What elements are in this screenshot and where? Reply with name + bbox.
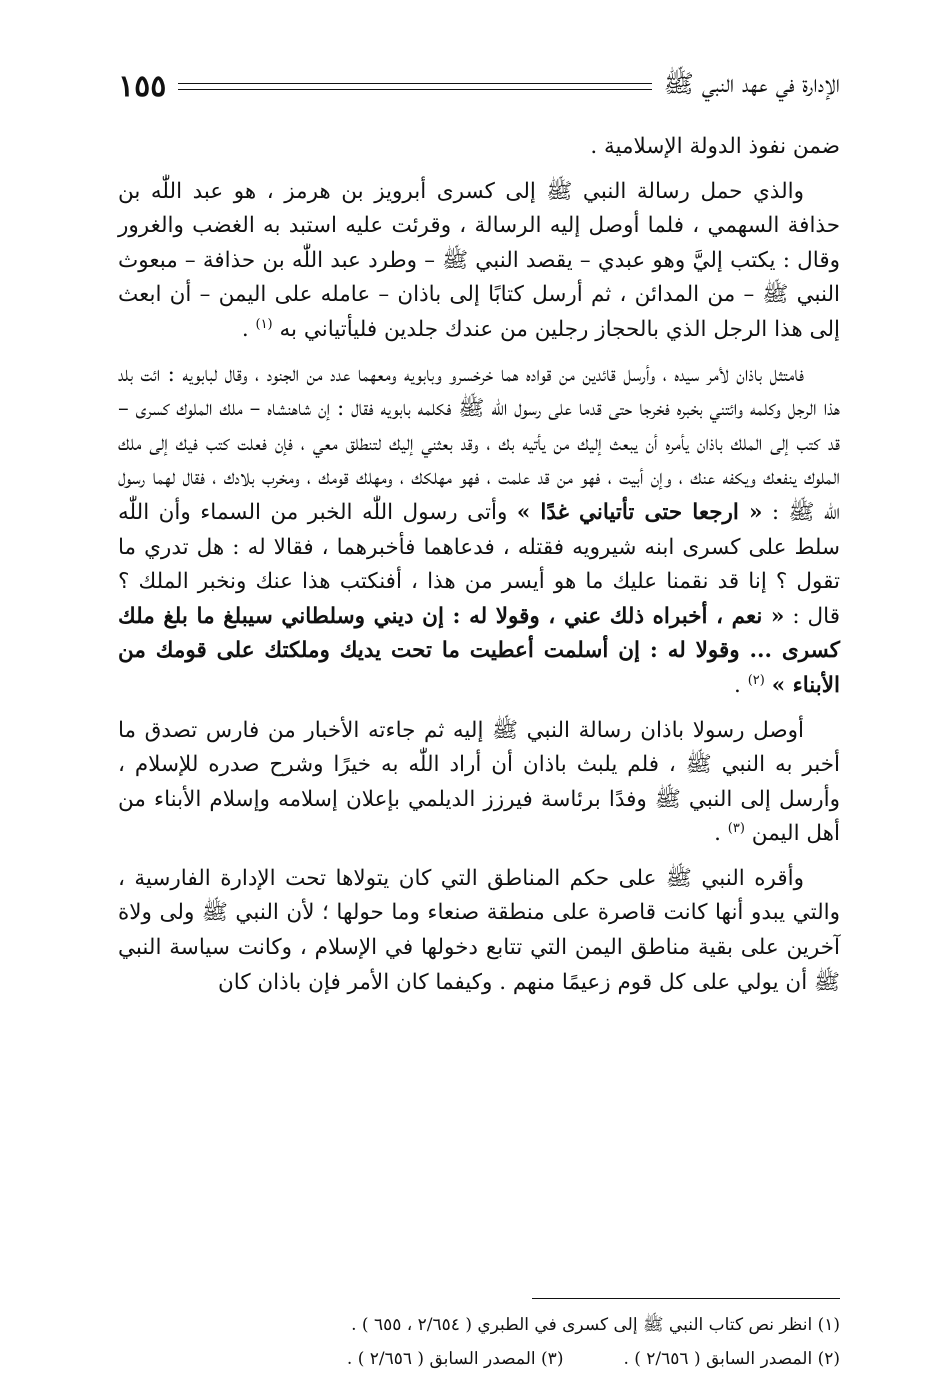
running-header bbox=[118, 62, 840, 110]
paragraph-5 bbox=[118, 862, 840, 1000]
paragraph-end: . bbox=[734, 672, 748, 698]
paragraph-4 bbox=[118, 714, 840, 852]
paragraph-3 bbox=[118, 358, 840, 704]
footnote-row bbox=[118, 1342, 840, 1376]
paragraph-text: والذي حمل رسالة النبي ﷺ إلى كسرى أبرويز بن هرمز ، هو عبد اللّٰه بن حذافة السهمي ، فلما أوصل إليه الرسالة ، وقرئت عليه استبد به الغضب والغرور وقال : يكتب إليَّ وهو عبدي – يقصد النبي ﷺ – وطرد عبد اللّٰه بن حذافة – مبعوث النبي ﷺ – من المدائن ، ثم أرسل كتابًا إلى باذان – عامله على اليمن – أن ابعث إلى هذا الرجل الذي بالحجاز رجلين من عندك جلدين فليأتياني به bbox=[118, 178, 840, 342]
paragraph-text: فامتثل باذان لأمر سيده ، وأرسل قائدين من قواده هما خرخسرو وبابويه ومعهما عدد من الجنود ، وقال لبابويه : ائت بلد هذا الرجل وكلمه وائتني بخبره فخرجا حتى قدما على رسول اللّٰه ﷺ فكلمه بابويه فقال : إن شاهنشاه – ملك الملوك كسرى – قد كتب إلى الملك باذان يأمره أن يبعث إليك من يأتيه بك ، وقد بعثني إليك لتنطلق معي ، فإن فعلت كتب فيك إلى ملك الملوك ينفعك ويكفه عنك ، وإن أبيت ، فهو من قد علمت ، فهو مهلكك ، ومهلك قومك ، ومخرب بلادك ، فقال لهما رسول اللّٰه ﷺ : bbox=[118, 361, 840, 525]
footnote-separator bbox=[532, 1298, 840, 1299]
paragraph-text: وأتى رسول اللّٰه الخبر من السماء وأن اللّٰه سلط على كسرى ابنه شيرويه فقتله ، فدعاهما فأخبرهما ، فقالا له : هل تدري ما تقول ؟ إنا قد نقمنا عليك ما هو أيسر من هذا ، أفنكتب هذا عنك ونخبر الملك ؟ قال : bbox=[118, 499, 840, 629]
footnote-ref-1[interactable]: (١) bbox=[255, 316, 273, 332]
footnotes bbox=[118, 1308, 840, 1376]
page-number: ١٥٥ bbox=[118, 68, 167, 104]
footnote-1: (١) انظر نص كتاب النبي ﷺ إلى كسرى في الطبري ( ٢/٦٥٤ ، ٦٥٥ ) . bbox=[351, 1315, 840, 1335]
paragraph-1 bbox=[118, 130, 840, 165]
prophet-quote-1: « ارجعا حتى تأتياني غدًا » bbox=[516, 499, 763, 525]
paragraph-text: ضمن نفوذ الدولة الإسلامية . bbox=[590, 134, 840, 159]
prophet-quote-2: « نعم ، أخبراه ذلك عني ، وقولا له : إن ديني وسلطاني سيبلغ ما بلغ ملك كسرى ... وقولا له : إن أسلمت أعطيت ما تحت يديك وملكتك على قومك من الأبناء » bbox=[118, 603, 840, 698]
paragraph-text: وأقره النبي ﷺ على حكم المناطق التي كان يتولاها تحت الإدارة الفارسية ، والتي يبدو أنها كانت قاصرة على منطقة صنعاء وما حولها ؛ لأن النبي ﷺ ولى ولاة آخرين على بقية مناطق اليمن التي تتابع دخولها في الإسلام ، وكانت سياسة النبي ﷺ أن يولي على كل قوم زعيمًا منهم . وكيفما كان الأمر فإن باذان كان bbox=[118, 865, 840, 995]
header-double-rule bbox=[178, 83, 651, 90]
running-title: الإدارة في عهد النبي ﷺ bbox=[663, 68, 840, 98]
body-text bbox=[118, 130, 840, 1000]
footnote-ref-2[interactable]: (٢) bbox=[747, 672, 765, 688]
footnote-3: (٣) المصدر السابق ( ٢/٦٥٦ ) . bbox=[346, 1349, 564, 1369]
paragraph-end: . bbox=[241, 316, 256, 342]
book-page bbox=[118, 62, 840, 1369]
paragraph-end: . bbox=[714, 821, 728, 847]
footnote-ref-3[interactable]: (٣) bbox=[727, 821, 745, 837]
footnote-2: (٢) المصدر السابق ( ٢/٦٥٦ ) . bbox=[623, 1349, 840, 1369]
paragraph-text: أوصل رسولا باذان رسالة النبي ﷺ إليه ثم جاءته الأخبار من فارس تصدق ما أخبر به النبي ﷺ ، فلم يلبث باذان أن أراد اللّٰه به خيرًا وشرح صدره للإسلام ، وأرسل إلى النبي ﷺ وفدًا برئاسة فيرزز الديلمي بإعلان إسلامه وإسلام الأبناء من أهل اليمن bbox=[118, 717, 840, 847]
paragraph-2 bbox=[118, 175, 840, 348]
